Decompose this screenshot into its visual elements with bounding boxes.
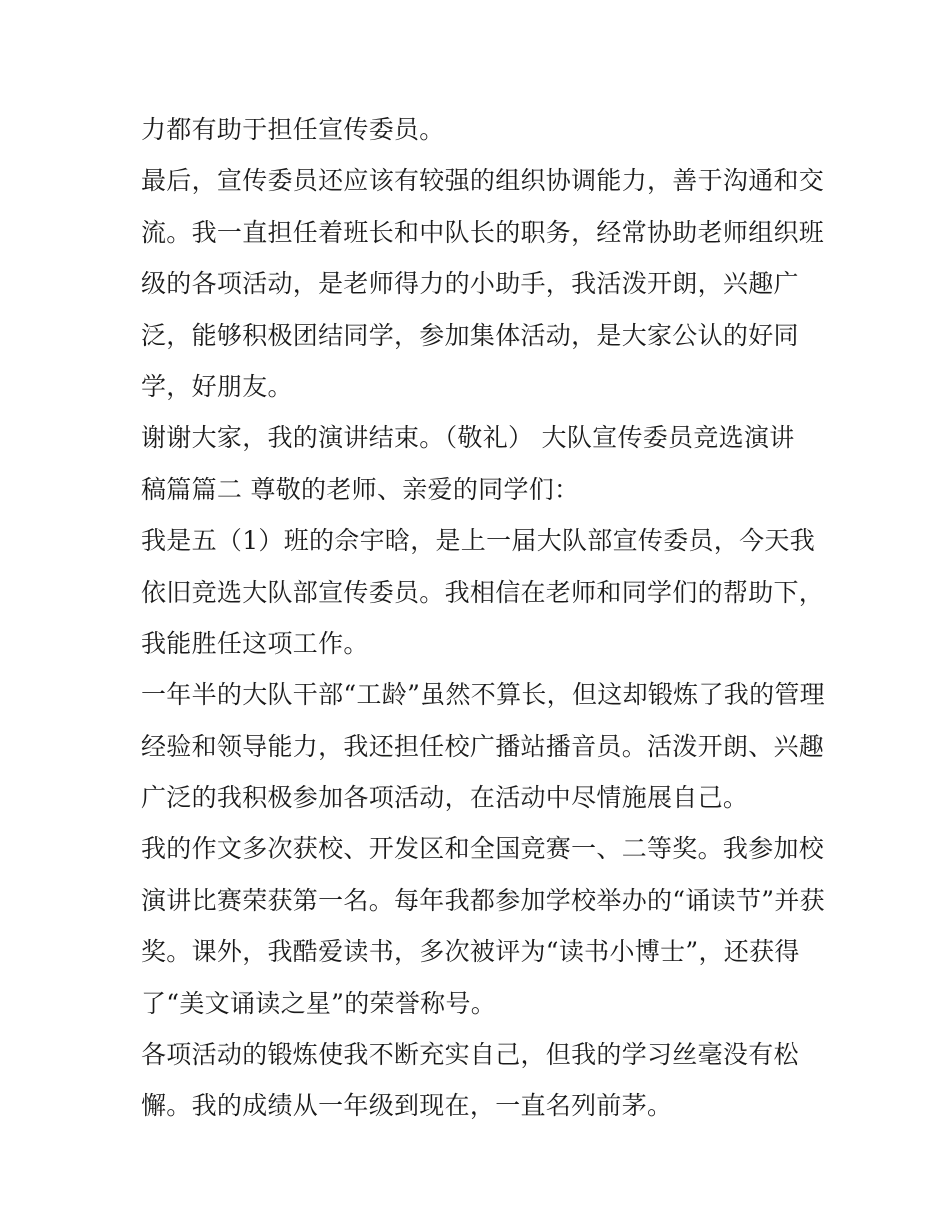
text-line: 一年半的大队干部“工龄”虽然不算长，但这却锻炼了我的管理 [141,680,825,710]
text-line: 级的各项活动，是老师得力的小助手，我活泼开朗，兴趣广 [141,269,799,299]
text-line: 稿篇篇二 尊敬的老师、亲爱的同学们： [141,474,580,504]
text-line: 学，好朋友。 [141,371,293,401]
text-line: 我能胜任这项工作。 [141,628,369,658]
text-line: 谢谢大家，我的演讲结束。（敬礼） 大队宣传委员竞选演讲 [141,423,795,453]
text-line: 流。我一直担任着班长和中队长的职务，经常协助老师组织班 [141,217,825,247]
text-line: 我是五（1）班的佘宇晗，是上一届大队部宣传委员，今天我 [141,526,816,556]
text-line: 了“美文诵读之星”的荣誉称号。 [141,988,497,1018]
text-line: 奖。课外，我酷爱读书，多次被评为“读书小博士”，还获得 [141,937,800,967]
text-line: 经验和领导能力，我还担任校广播站播音员。活泼开朗、兴趣 [141,731,825,761]
text-line: 懈。我的成绩从一年级到现在，一直名列前茅。 [141,1091,673,1121]
text-line: 我的作文多次获校、开发区和全国竞赛一、二等奖。我参加校 [141,834,825,864]
text-line: 泛，能够积极团结同学，参加集体活动，是大家公认的好同 [141,320,799,350]
document-body [141,104,825,1132]
text-line: 依旧竞选大队部宣传委员。我相信在老师和同学们的帮助下， [141,577,825,607]
text-line: 演讲比赛荣获第一名。每年我都参加学校举办的“诵读节”并获 [141,885,825,915]
text-line: 广泛的我积极参加各项活动，在活动中尽情施展自己。 [141,783,749,813]
text-line: 各项活动的锻炼使我不断充实自己，但我的学习丝毫没有松 [141,1040,799,1070]
text-line: 最后，宣传委员还应该有较强的组织协调能力，善于沟通和交 [141,166,825,196]
text-line: 力都有助于担任宣传委员。 [141,115,445,144]
